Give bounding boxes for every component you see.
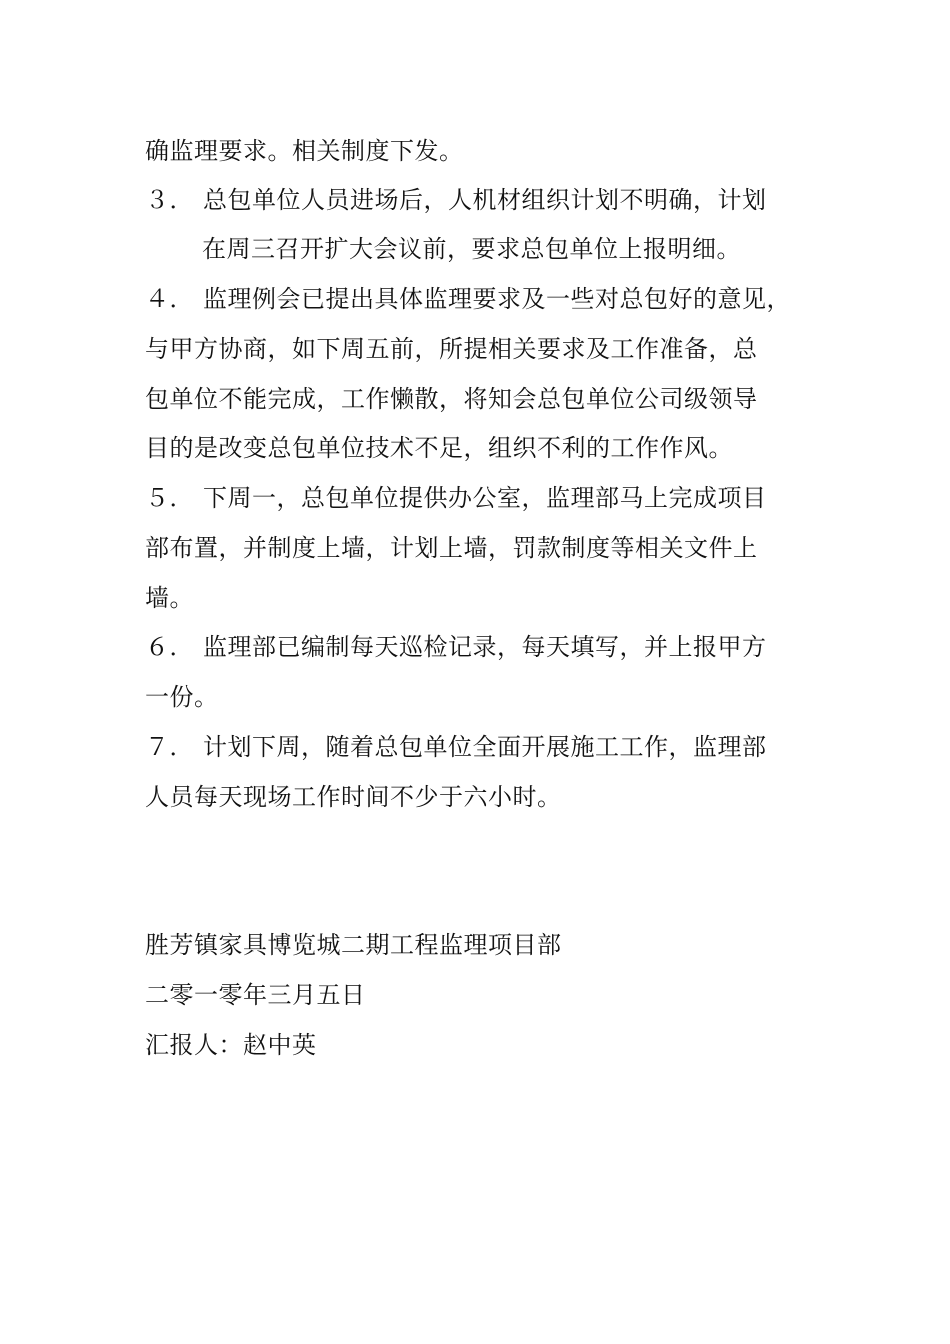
paragraph-5-text-1: 下周一，总包单位提供办公室，监理部马上完成项目 <box>203 484 767 512</box>
paragraph-6-number: ６． <box>145 633 194 661</box>
paragraph-3-text-2: 在周三召开扩大会议前，要求总包单位上报明细。 <box>202 235 741 263</box>
paragraph-7-line-1 <box>145 732 767 762</box>
paragraph-6-text-2: 一份。 <box>145 683 219 711</box>
paragraph-4-text-2: 与甲方协商，如下周五前，所提相关要求及工作准备，总 <box>145 335 758 363</box>
paragraph-3-text-1: 总包单位人员进场后，人机材组织计划不明确，计划 <box>203 186 767 214</box>
paragraph-4-text-3: 包单位不能完成，工作懒散，将知会总包单位公司级领导 <box>145 385 758 413</box>
signature-organization: 胜芳镇家具博览城二期工程监理项目部 <box>145 931 562 959</box>
paragraph-6-text-1: 监理部已编制每天巡检记录，每天填写，并上报甲方 <box>203 633 767 661</box>
paragraph-4-line-1 <box>145 284 791 314</box>
paragraph-5-line-1 <box>145 483 767 513</box>
paragraph-4-text-4: 目的是改变总包单位技术不足，组织不利的工作作风。 <box>145 434 733 462</box>
paragraph-6-line-1 <box>145 632 767 662</box>
paragraph-4-number: ４． <box>145 285 194 313</box>
paragraph-4-text-1: 监理例会已提出具体监理要求及一些对总包好的意见， <box>203 285 791 313</box>
paragraph-5-number: ５． <box>145 484 194 512</box>
paragraph-3-number: ３． <box>145 186 194 214</box>
paragraph-3-line-1 <box>145 185 767 215</box>
paragraph-5-text-2: 部布置，并制度上墙，计划上墙，罚款制度等相关文件上 <box>145 534 758 562</box>
signature-date: 二零一零年三月五日 <box>145 981 366 1009</box>
paragraph-2-tail: 确监理要求。相关制度下发。 <box>145 137 464 165</box>
paragraph-7-text-1: 计划下周，随着总包单位全面开展施工工作，监理部 <box>203 733 767 761</box>
paragraph-7-number: ７． <box>145 733 194 761</box>
paragraph-5-text-3: 墙。 <box>145 584 194 612</box>
signature-reporter: 汇报人：赵中英 <box>145 1031 317 1059</box>
paragraph-7-text-2: 人员每天现场工作时间不少于六小时。 <box>145 783 562 811</box>
